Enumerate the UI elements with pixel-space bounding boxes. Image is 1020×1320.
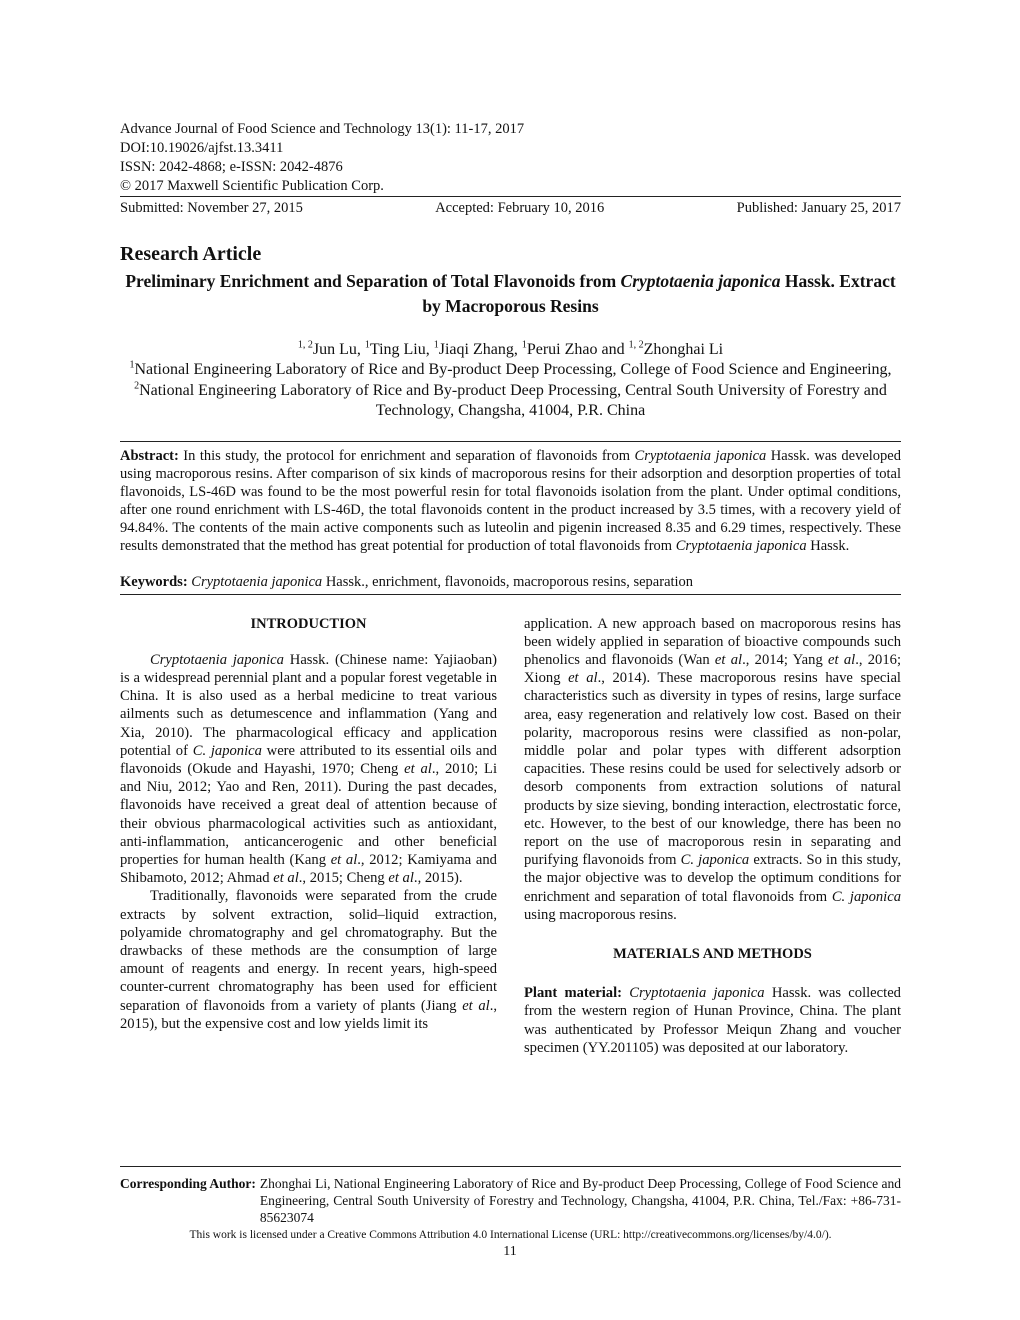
intro-paragraph-3 <box>524 615 901 924</box>
submitted-date: Submitted: November 27, 2015 <box>120 200 303 216</box>
article-type: Research Article <box>120 243 262 265</box>
italic-run: Cryptotaenia japonica <box>629 985 765 1002</box>
affiliation <box>120 381 901 422</box>
text-run: extracts. So in this study, the major objective was to develop the optimum conditions for enrichment and separation of total flavonoids from <box>524 852 901 905</box>
abstract-text: Hassk. <box>806 537 850 554</box>
issn: ISSN: 2042-4868; e-ISSN: 2042-4876 <box>120 159 343 175</box>
italic-run: et al <box>273 870 299 887</box>
keywords-text: Hassk., enrichment, flavonoids, macroporous resins, separation <box>322 573 694 590</box>
right-column <box>524 615 901 1057</box>
title-part-1: Preliminary Enrichment and Separation of Total Flavonoids from <box>125 271 621 291</box>
corresponding-author-label: Corresponding Author: <box>120 1176 256 1191</box>
header-divider <box>120 196 901 197</box>
text-run: ., 2010; Li and Niu, 2012; Yao and Ren, 2011). During the past decades, flavonoids have received a great deal of attention because of their obvious pharmacological activities such as antioxidant, anti-inflammation, anticancerogenic and other beneficial properties for human health (Kang <box>120 760 497 868</box>
affiliation-list <box>120 360 901 422</box>
doi: DOI:10.19026/ajfst.13.3411 <box>120 140 284 156</box>
article-title <box>120 269 901 319</box>
affiliation <box>120 360 901 381</box>
author-name: Ting Liu, <box>369 341 434 358</box>
italic-run: et al <box>404 760 432 777</box>
bold-run: Plant material: <box>524 985 623 1002</box>
italic-run: Cryptotaenia japonica <box>150 651 284 668</box>
author-affiliation-marker: 1 <box>433 339 439 351</box>
author-affiliation-marker: 1 <box>521 339 527 351</box>
italic-run: et al <box>330 851 358 868</box>
text-run: ., 2015; Cheng <box>298 870 389 887</box>
text-run: Hassk. (Chinese name: Yajiaoban) is a widespread perennial plant and a popular forest vegetable in China. It is also used as a herbal medicine to treat various ailments such as detumescence and inflammation (Yang and Xia, 2010). The pharmacological efficacy and application potential of <box>120 651 497 759</box>
italic-run: C. japonica <box>831 888 901 905</box>
text-run: ., 2015), but the expensive cost and low yields limit its <box>120 997 497 1032</box>
italic-run: et al <box>568 670 598 687</box>
section-heading-materials-methods: MATERIALS AND METHODS <box>613 945 812 962</box>
affiliation-text: National Engineering Laboratory of Rice and By-product Deep Processing, College of Food Science and Engineering, <box>134 361 892 378</box>
text-run: ., 2016; Xiong <box>524 651 901 687</box>
author-name: Zhonghai Li <box>643 341 724 358</box>
published-date: Published: January 25, 2017 <box>736 200 901 216</box>
license-note: This work is licensed under a Creative Commons Attribution 4.0 International License (URL: http://creativecommons.org/licenses/by/4.0/). <box>189 1229 832 1241</box>
text-run: ., 2014). These macroporous resins have special characteristics such as diversity in types of resins, large surface area, easy regeneration and relatively low cost. Based on their polarity, macroporous resins were classified as non-polar, middle polar and polar types with different adsorption capacities. These resins could be used for selectively adsorb or desorb components from extraction solutions of natural products by size sieving, bonding interaction, electrostatic force, etc. However, to the best of our knowledge, there has been no report on the use of macroporous resin in separating and purifying flavonoids from <box>524 670 901 869</box>
title-part-2: Hassk. Extract by Macroporous Resins <box>422 271 896 316</box>
title-species: Cryptotaenia japonica <box>620 271 781 291</box>
italic-run: C. japonica <box>680 852 750 869</box>
affiliation-marker: 1 <box>129 359 135 371</box>
text-run: ., 2012; Kamiyama and Shibamoto, 2012; Ahmad <box>120 851 497 887</box>
text-run: using macroporous resins. <box>524 906 677 923</box>
text-run: were attributed to its essential oils and flavonoids (Okude and Hayashi, 1970; Cheng <box>120 742 497 777</box>
text-run: Hassk. was collected from the western region of Hunan Province, China. The plant was authenticated by Professor Meiqun Zhang and voucher specimen (YY.201105) was deposited at our laboratory. <box>524 985 901 1056</box>
italic-run: et al <box>388 870 414 887</box>
abstract <box>120 441 901 555</box>
text-run: Traditionally, flavonoids were separated from the crude extracts by solvent extraction, solid–liquid extraction, polyamide chromatography and gel chromatography. But the drawbacks of these methods are the consumption of large amount of reagents and energy. In recent years, high-speed counter-current chromatography has been used for efficient separation of flavonoids from a variety of plants (Jiang <box>120 888 497 1014</box>
paper-page <box>120 120 901 1057</box>
plant-material-paragraph <box>524 984 901 1057</box>
italic-run: et al <box>714 651 743 668</box>
section-heading-introduction: INTRODUCTION <box>250 615 367 632</box>
abstract-text: Hassk. was developed using macroporous resins. After comparison of six kinds of macroporous resins for their adsorption and desorption properties of total flavonoids, LS-46D was found to be the most powerful resin for total flavonoids isolation from the plant. Under optimal conditions, after one round enrichment with LS-46D, the total flavonoids content in the product increased by 3.5 times, with a recovery yield of 94.84%. The contents of the main active components such as luteolin and pigenin increased 8.35 and 6.29 times, respectively. These results demonstrated that the method has great potential for production of total flavonoids from <box>120 447 901 554</box>
abstract-label: Abstract: <box>120 447 179 464</box>
dates-row <box>120 199 901 218</box>
author-name: Perui Zhao and <box>526 341 629 358</box>
corresponding-author-details: Zhonghai Li, National Engineering Laboratory of Rice and By-product Deep Processing, College of Food Science and Engineering, Central South University of Forestry and Technology, Changsha, 41004, P.R. China, Tel./Fax: +86-731-85623074 <box>259 1176 901 1225</box>
italic-run: et al <box>828 651 856 668</box>
author-name: Jun Lu, <box>312 341 365 358</box>
italic-run: C. japonica <box>192 742 262 759</box>
text-run: application. A new approach based on macroporous resins has been widely applied in separation of bioactive compounds such phenolics and flavonoids (Wan <box>524 615 901 668</box>
keywords <box>120 573 901 595</box>
accepted-date: Accepted: February 10, 2016 <box>435 200 605 216</box>
affiliation-marker: 2 <box>134 380 140 392</box>
journal-citation: Advance Journal of Food Science and Technology 13(1): 11-17, 2017 <box>120 121 525 137</box>
affiliation-text: National Engineering Laboratory of Rice and By-product Deep Processing, Central South University of Forestry and Technology, Changsha, 41004, P.R. China <box>139 381 887 419</box>
author-name: Jiaqi Zhang, <box>438 341 522 358</box>
copyright: © 2017 Maxwell Scientific Publication Corp. <box>120 178 384 194</box>
body-columns <box>120 615 901 1057</box>
intro-paragraph-2 <box>120 887 497 1033</box>
text-run: ., 2015). <box>413 870 463 887</box>
abstract-species: Cryptotaenia japonica <box>675 537 807 554</box>
author-affiliation-marker: 1 <box>364 339 370 351</box>
keyword-species: Cryptotaenia japonica <box>191 573 323 590</box>
author-list <box>120 340 901 360</box>
text-run: ., 2014; Yang <box>742 651 829 668</box>
journal-header <box>120 120 901 196</box>
abstract-species: Cryptotaenia japonica <box>634 447 767 464</box>
page-number: 11 <box>503 1244 517 1259</box>
left-column <box>120 615 497 1057</box>
author-affiliation-marker: 1, 2 <box>297 339 313 351</box>
abstract-text: In this study, the protocol for enrichment and separation of flavonoids from <box>178 447 635 464</box>
keywords-label: Keywords: <box>120 573 188 590</box>
author-affiliation-marker: 1, 2 <box>628 339 644 351</box>
italic-run: et al <box>462 997 490 1014</box>
corresponding-author <box>120 1166 901 1226</box>
intro-paragraph-1 <box>120 651 497 888</box>
